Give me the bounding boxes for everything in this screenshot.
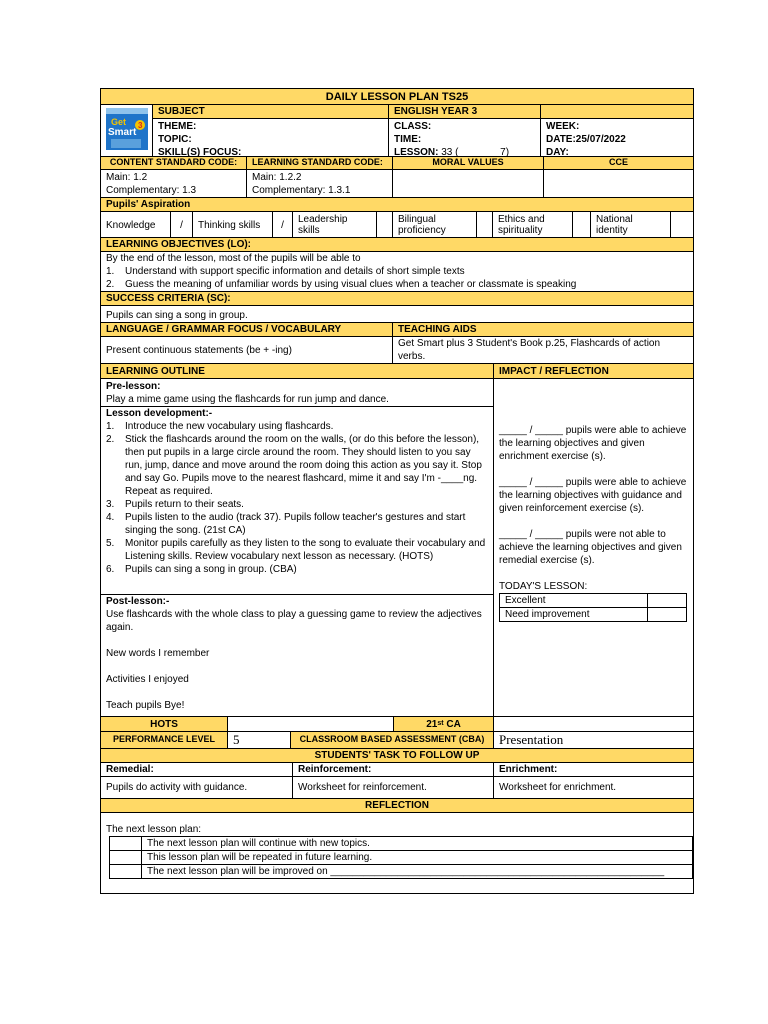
table-row [110, 837, 693, 851]
date-label: DATE:25/07/2022 [546, 134, 626, 145]
day-label: DAY: [546, 147, 569, 158]
aspiration-bilingual-mark [477, 212, 493, 238]
cce-cell [544, 170, 693, 197]
enrichment-text: Worksheet for enrichment. [499, 782, 617, 793]
task-labels-row [101, 763, 693, 777]
reflection-table [109, 836, 693, 879]
hots-value [228, 717, 394, 731]
enrichment-label: Enrichment: [499, 764, 558, 775]
development-item: 6. Pupils can sing a song in group. (CBA) [106, 564, 297, 575]
learning-main: Main: 1.2.2 [252, 172, 302, 183]
svg-text:Smart: Smart [107, 127, 136, 138]
language-label: LANGUAGE / GRAMMAR FOCUS / VOCABULARY [101, 323, 393, 336]
success-text: Pupils can sing a song in group. [106, 309, 248, 321]
aspiration-knowledge-mark: / [171, 212, 193, 238]
aspiration-knowledge: Knowledge [101, 212, 171, 238]
reflection-intro: The next lesson plan: [106, 824, 202, 835]
aspiration-thinking: Thinking skills [193, 212, 273, 238]
aspiration-bilingual: Bilingual proficiency [393, 212, 477, 238]
title-row [101, 89, 693, 105]
post-lesson-text: Use flashcards with the whole class to play a guessing game to review the adjectives again. [106, 609, 482, 633]
performance-label: PERFORMANCE LEVEL [101, 732, 228, 748]
svg-text:Get: Get [110, 117, 126, 127]
outline-left [101, 379, 494, 716]
remedial-label: Remedial: [101, 763, 293, 776]
reflection-option: This lesson plan will be repeated in future learning. [142, 851, 693, 865]
topic-label: TOPIC: [158, 134, 192, 145]
objective-text: Guess the meaning of unfamiliar words by using visual clues when a teacher or classmate is speaking [125, 279, 577, 290]
aspiration-header [101, 198, 693, 212]
table-row [500, 594, 687, 608]
lesson-plan-document [100, 88, 694, 894]
standards-header [101, 157, 693, 170]
task-label: STUDENTS' TASK TO FOLLOW UP [314, 750, 480, 761]
aspiration-label: Pupils' Aspiration [106, 199, 191, 210]
language-body [101, 337, 693, 364]
aspiration-national: National identity [591, 212, 671, 238]
cba-value: Presentation [499, 731, 564, 747]
objectives-intro: By the end of the lesson, most of the pupils will be able to [106, 253, 361, 264]
todays-lesson-table [499, 593, 687, 622]
reflection-check[interactable] [110, 851, 142, 865]
language-text: Present continuous statements (be + -ing) [101, 337, 393, 363]
svg-text:3: 3 [137, 121, 142, 130]
objective-item: 1. Understand with support specific information and details of short simple texts [106, 266, 465, 277]
impact-reinforcement: _____ / _____ pupils were able to achieve the learning objectives with guidance and given reinforcement exercise (s). [499, 477, 687, 514]
cce-label: CCE [608, 157, 628, 168]
post-lesson-block [101, 595, 493, 712]
outline-header [101, 364, 693, 379]
excellent-check[interactable] [648, 594, 687, 608]
development-item: 1. Introduce the new vocabulary using flashcards. [106, 421, 334, 432]
ca-label: 21 st CA [394, 717, 494, 731]
objectives-header [101, 238, 693, 252]
standards-values [101, 170, 693, 198]
reflection-header [101, 799, 693, 813]
success-header [101, 292, 693, 306]
task-values-row [101, 777, 693, 799]
development-item: 3. Pupils return to their seats. [106, 499, 244, 510]
reflection-option: The next lesson plan will continue with new topics. [142, 837, 693, 851]
content-main: Main: 1.2 [106, 172, 148, 183]
table-row [500, 608, 687, 622]
table-row [110, 851, 693, 865]
header-block [101, 105, 693, 157]
header-left [153, 105, 389, 156]
content-complementary: Complementary: 1.3 [106, 185, 197, 196]
book-logo [101, 105, 153, 156]
reflection-label: REFLECTION [365, 800, 429, 811]
development-item: 5. Monitor pupils carefully as they listen to the song to evaluate their vocabulary and Listening skills. Review vocabulary next lesson as necessary. (HOTS) [106, 538, 486, 562]
outline-body [101, 379, 693, 717]
content-standard-values [101, 170, 247, 197]
teaching-aids-label: TEACHING AIDS [398, 324, 477, 335]
aspiration-leadership-mark [377, 212, 393, 238]
cba-label: CLASSROOM BASED ASSESSMENT (CBA) [291, 732, 494, 748]
time-label: TIME: [394, 134, 422, 145]
teaching-aids-text: Get Smart plus 3 Student's Book p.25, Flashcards of action verbs. [398, 338, 661, 362]
development-label: Lesson development:- [106, 408, 213, 419]
impact-remedial: _____ / _____ pupils were not able to achieve the learning objectives and given remedial exercise (s). [499, 529, 682, 566]
need-improvement-label: Need improvement [500, 608, 648, 622]
reinforcement-text: Worksheet for reinforcement. [293, 777, 494, 798]
success-label: SUCCESS CRITERIA (SC): [106, 293, 231, 304]
learning-complementary: Complementary: 1.3.1 [252, 185, 351, 196]
pre-lesson-text: Play a mime game using the flashcards for run jump and dance. [106, 394, 389, 405]
document-title: DAILY LESSON PLAN TS25 [325, 91, 469, 103]
hots-row [101, 717, 693, 732]
development-item: 2. Stick the flashcards around the room on the walls, (or do this before the lesson), then put pupils in a large circle around the room. They should listen to you say run, jump, dance and move around the room doing this action as you say it. Stop and say Go. Pupils move to the nearest flashcard, mime it and say I'm -____ng. Repeat as required. [106, 434, 482, 497]
get-smart-book-icon [105, 107, 149, 151]
aspiration-row [101, 212, 693, 238]
moral-values-cell [393, 170, 544, 197]
excellent-label: Excellent [500, 594, 648, 608]
table-row [110, 865, 693, 879]
success-body [101, 306, 693, 323]
performance-row [101, 732, 693, 749]
bye-text: Teach pupils Bye! [106, 700, 185, 711]
new-words-text: New words I remember [106, 648, 210, 659]
post-lesson-label: Post-lesson:- [106, 596, 170, 607]
ca-value [494, 717, 693, 731]
outline-label: LEARNING OUTLINE [101, 364, 494, 378]
objectives-body [101, 252, 693, 292]
aspiration-ethics-mark [573, 212, 591, 238]
reflection-check[interactable] [110, 837, 142, 851]
learning-standard-label: LEARNING STANDARD CODE: [247, 157, 393, 169]
subject-label: SUBJECT [153, 105, 388, 119]
todays-lesson-label: TODAY'S LESSON: [499, 581, 588, 592]
language-header [101, 323, 693, 337]
need-improvement-check[interactable] [648, 608, 687, 622]
reflection-check[interactable] [110, 865, 142, 879]
lesson-label: LESSON: [394, 147, 439, 158]
impact-enrichment: _____ / _____ pupils were able to achieve the learning objectives and given enrichment exercise (s). [499, 425, 687, 462]
activities-text: Activities I enjoyed [106, 674, 189, 685]
performance-value: 5 [228, 732, 291, 748]
hots-label: HOTS [101, 717, 228, 731]
pre-lesson-label: Pre-lesson: [106, 381, 161, 392]
class-label: CLASS: [394, 121, 432, 132]
skill-focus-label: SKILL(S) FOCUS: [158, 147, 242, 158]
aspiration-national-mark [671, 212, 693, 238]
week-label: WEEK: [546, 121, 580, 132]
header-right [541, 105, 693, 156]
reflection-option: The next lesson plan will be improved on ____________________________________________________________ [142, 865, 693, 879]
reinforcement-label: Reinforcement: [293, 763, 494, 776]
header-right-band [541, 105, 693, 119]
objectives-label: LEARNING OBJECTIVES (LO): [106, 239, 252, 250]
aspiration-thinking-mark: / [273, 212, 293, 238]
impact-reflection [494, 379, 693, 716]
aspiration-leadership: Leadership skills [293, 212, 377, 238]
development-block [101, 407, 493, 595]
objective-text: Understand with support specific information and details of short simple texts [125, 266, 465, 277]
subject-value: ENGLISH YEAR 3 [389, 105, 540, 119]
impact-label: IMPACT / REFLECTION [499, 365, 609, 377]
learning-standard-values [247, 170, 393, 197]
aspiration-ethics: Ethics and spirituality [493, 212, 573, 238]
reflection-body [101, 813, 693, 879]
pre-lesson-block [101, 379, 493, 407]
objective-item: 2. Guess the meaning of unfamiliar words by using visual clues when a teacher or classmate is speaking [106, 279, 577, 290]
remedial-text: Pupils do activity with guidance. [101, 777, 293, 798]
development-item: 4. Pupils listen to the audio (track 37). Pupils follow teacher's gestures and start singing the song. (21st CA) [106, 512, 466, 536]
lesson-value: 33 ( 7) [441, 147, 510, 158]
task-header [101, 749, 693, 763]
content-standard-label: CONTENT STANDARD CODE: [101, 157, 247, 169]
header-mid [389, 105, 541, 156]
moral-values-label: MORAL VALUES [393, 157, 544, 169]
theme-label: THEME: [158, 121, 197, 132]
